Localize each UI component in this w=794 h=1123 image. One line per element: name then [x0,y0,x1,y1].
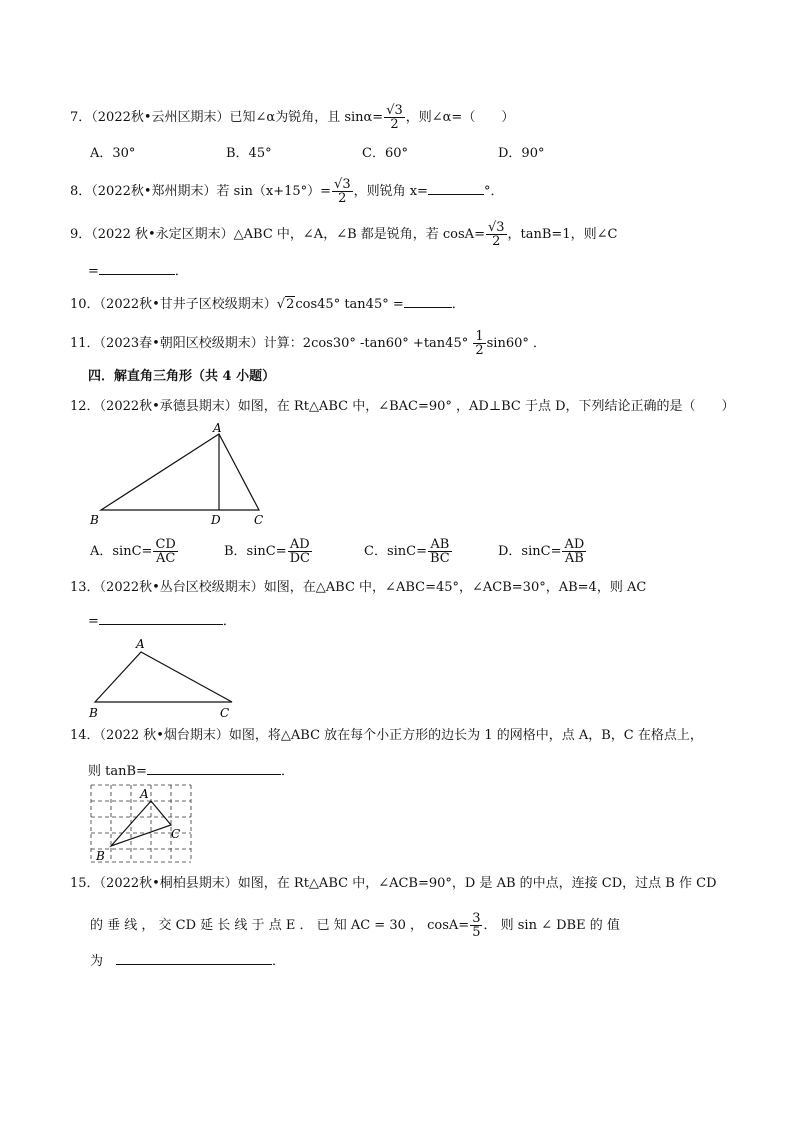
q9-answer-blank[interactable] [99,262,175,275]
q13-label-b: B [89,706,98,720]
q10-stem: 10．（2022秋•甘井子区校级期末）√2cos45° tan45° = ． [70,297,465,312]
q13-triangle [95,652,232,702]
q10-answer-blank[interactable] [404,295,452,308]
q12-option-d[interactable]: D．sinC= $\frac{AD}{AB}$ [498,537,585,566]
q12-option-c[interactable]: C．sinC= $\frac{AB}{BC}$ [364,537,450,566]
q12-label-d: D [211,513,221,527]
q12-triangle-figure [86,420,276,530]
q12-triangle [101,434,259,510]
q12-stem: 12．（2022秋•承德县期末）如图，在 Rt△ABC 中，∠BAC=90° ，AD⊥BC 于点 D，下列结论正确的是（ ） [70,399,735,414]
q11-fraction: $\frac{1}{2}$ [475,329,484,358]
q14-line2: 则 tanB= ． [88,764,294,779]
q7-fraction: $\frac{√3}{2}$ [386,103,403,132]
q9-fraction: $\frac{√3}{2}$ [487,220,505,249]
q7-option-a[interactable]: A．30° [90,146,136,161]
q13-stem: 13．（2022秋•丛台区校级期末）如图，在△ABC 中，∠ABC=45°，∠ACB=30°，AB=4，则 AC [70,580,647,595]
q12-label-b: B [90,513,99,527]
q13-answer-blank[interactable] [99,612,223,625]
q14-label-b: B [96,849,105,863]
q12-option-a[interactable]: A．sinC= $\frac{CD}{AC}$ [90,537,176,566]
q7-option-d[interactable]: D．90° [498,146,545,161]
q8-answer-blank[interactable] [428,182,484,195]
q14-answer-blank[interactable] [147,762,281,775]
q12-label-c: C [254,513,264,527]
q9-stem: 9．（2022 秋•永定区期末）△ABC 中，∠A，∠B 都是锐角，若 cosA= $\frac{√3}{2}$ ，tanB=1，则∠C [70,220,618,249]
q12-option-b[interactable]: B．sinC= $\frac{AD}{DC}$ [224,537,310,566]
q15-fraction: $\frac{3}{5}$ [472,911,481,940]
q14-grid-figure [88,782,198,864]
q15-answer-blank[interactable] [116,952,272,965]
q14-label-a: A [140,787,149,801]
q8-fraction: $\frac{√3}{2}$ [334,177,351,206]
q12-label-a: A [213,421,222,435]
q13-line2: = ． [88,614,236,629]
q8-stem: 8．（2022秋•郑州期末）若 sin（x+15°）= $\frac{√3}{2}$ ，则锐角 x= °． [70,177,504,206]
q7-option-c[interactable]: C．60° [362,146,408,161]
section-4-heading: 四．解直角三角形（共 4 小题） [88,369,276,384]
q15-line3: 为 ． [90,954,286,969]
q14-label-c: C [171,827,181,841]
q11-stem: 11．（2023春•朝阳区校级期末）计算：2cos30° -tan60° +tan45° $\frac{1}{2}$ sin60° ． [70,329,547,358]
q13-label-a: A [136,637,145,651]
q14-stem: 14．（2022 秋•烟台期末）如图，将△ABC 放在每个小正方形的边长为 1 的网格中，点 A，B，C 在格点上， [70,728,703,743]
q7-option-b[interactable]: B．45° [226,146,272,161]
q13-triangle-figure [86,634,246,720]
q7-stem: 7．（2022秋•云州区期末）已知∠α为锐角，且 sinα= $\frac{√3}{2}$ ，则∠α=（ ） [70,103,515,132]
q9-line2: = ． [88,264,188,279]
q13-label-c: C [220,706,230,720]
q15-line2: 的 垂 线 ， 交 CD 延 长 线 于 点 E ． 已 知 AC = 30 ， cosA= $\frac{3}{5}$ ． 则 sin ∠ DBE 的 值 [90,911,620,940]
q14-triangle [111,801,171,846]
q15-line1: 15．（2022秋•桐柏县期末）如图，在 Rt△ABC 中，∠ACB=90°，D 是 AB 的中点，连接 CD，过点 B 作 CD [70,876,717,891]
